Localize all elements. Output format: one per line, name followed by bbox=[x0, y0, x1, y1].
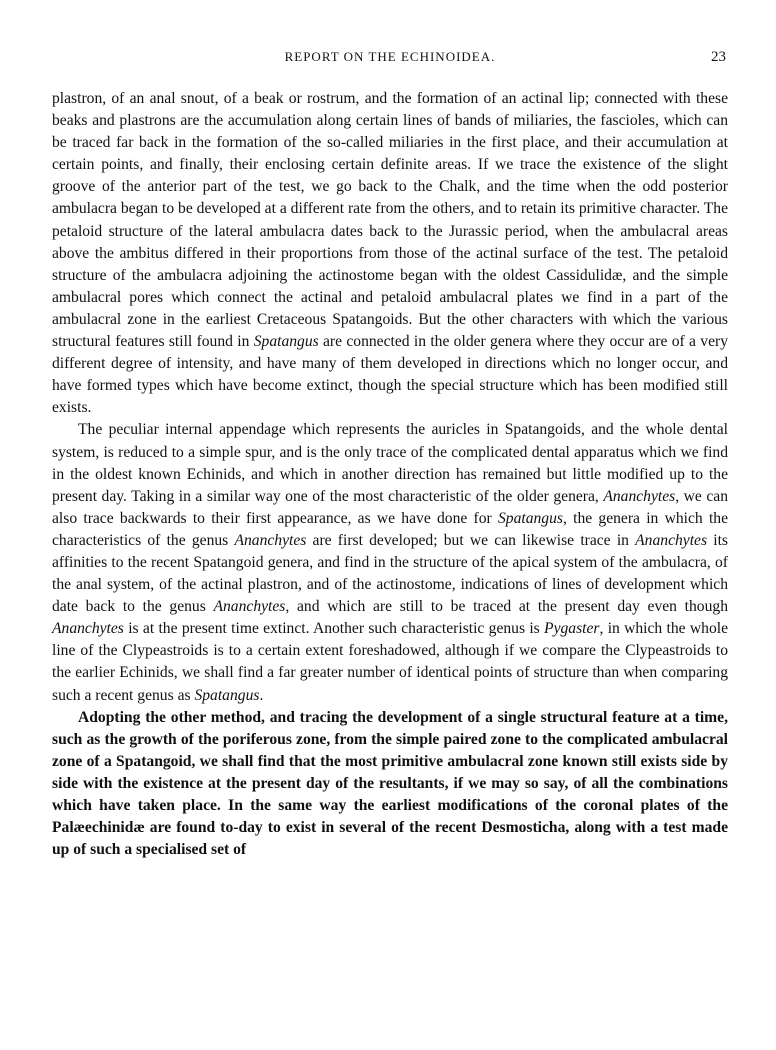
body-paragraph bbox=[52, 707, 728, 862]
italic-term: Ananchytes bbox=[635, 531, 708, 549]
text-run: its affinities to the recent Spatangoid genera, and find in the structure of the apical system of the ambulacra, of the anal system, of the actinal plastron, and of the actinostome, indications of lines of development which date back to the genus bbox=[52, 531, 728, 616]
text-run: plastron, of an anal snout, of a beak or rostrum, and the formation of an actinal lip; connected with these beaks and plastrons are the accumulation along certain lines of bands of miliaries, the fascioles, which can be traced far back in the formation of the so-called miliaries in the first place, and their accumulation at certain points, and finally, their enclosing certain definite areas. If we trace the existence of the slight groove of the anterior part of the test, we go back to the Chalk, and the time when the odd posterior ambulacra began to be developed at a different rate from the others, and to retain its primitive character. The petaloid structure of the lateral ambulacra dates back to the Jurassic period, when the ambulacral areas above the ambitus differed in their proportions from those of the actinal surface of the test. The petaloid structure of the ambulacra adjoining the actinostome began with the oldest Cassidulidæ, and the simple ambulacral pores which connect the actinal and petaloid ambulacral plates we find in a part of the ambulacral zone in the earliest Cretaceous Spatangoids. But the other characters with which the various structural features still found in bbox=[52, 90, 728, 351]
text-run: Adopting the other method, and tracing the development of a single structural feature at a time, such as the growth of the poriferous zone, from the simple paired zone to the complicated ambulacral zone of a Spatangoid, we shall find that the most primitive ambulacral zone known still exists side by side with the existence at the present day of the resultants, if we may so say, of all the combinations which have taken place. In the same way the earliest modifications of the coronal plates of the Palæechinidæ are found to-day to exist in several of the recent Desmosticha, along with a test made up of such a specialised set of bbox=[52, 708, 728, 859]
body-paragraph bbox=[52, 419, 728, 706]
italic-term: Ananchytes bbox=[603, 487, 676, 505]
italic-term: Spatangus bbox=[497, 509, 563, 527]
text-run: . bbox=[259, 686, 264, 704]
italic-term: Ananchytes bbox=[52, 620, 124, 638]
text-run: is at the present time extinct. Another such characteristic genus is bbox=[123, 620, 545, 638]
body-paragraph bbox=[52, 88, 728, 419]
text-run: The peculiar internal appendage which represents the auricles in Spatangoids, and the whole dental system, is reduced to a simple spur, and is the only trace of the complicated dental apparatus which we find in the oldest known Echinids, and which in another direction has remained but little modified up to the present day. Taking in a similar way one of the most characteristic of the older genera, bbox=[52, 421, 728, 505]
italic-term: Ananchytes bbox=[234, 531, 307, 549]
page-number: 23 bbox=[711, 49, 726, 65]
italic-term: Ananchytes bbox=[213, 598, 286, 616]
running-header bbox=[52, 44, 728, 70]
text-run: are first developed; but we can likewise trace in bbox=[306, 531, 636, 549]
text-run: are connected in the older genera where they occur are of a very different degree of intensity, and have many of them developed in directions which no longer occur, and have formed types which have become extinct, though the special structure which has been modified still exists. bbox=[52, 333, 729, 417]
italic-term: Pygaster bbox=[544, 620, 600, 638]
text-run: , and which are still to be traced at the present day even though bbox=[285, 598, 728, 616]
document-page bbox=[52, 44, 728, 861]
text-run: , in which the whole line of the Clypeastroids is to a certain extent foreshadowed, although if we compare the Clypeastroids to the earlier Echinids, we shall find a far greater number of identical points of structure than when comparing such a recent genus as bbox=[52, 620, 728, 704]
italic-term: Spatangus bbox=[194, 686, 260, 704]
text-run: , we can also trace backwards to their first appearance, as we have done for bbox=[52, 487, 728, 527]
running-title: REPORT ON THE ECHINOIDEA. bbox=[284, 49, 496, 64]
text-run: , the genera in which the characteristics of the genus bbox=[52, 509, 728, 549]
italic-term: Spatangus bbox=[253, 333, 319, 351]
body-text bbox=[52, 88, 728, 861]
